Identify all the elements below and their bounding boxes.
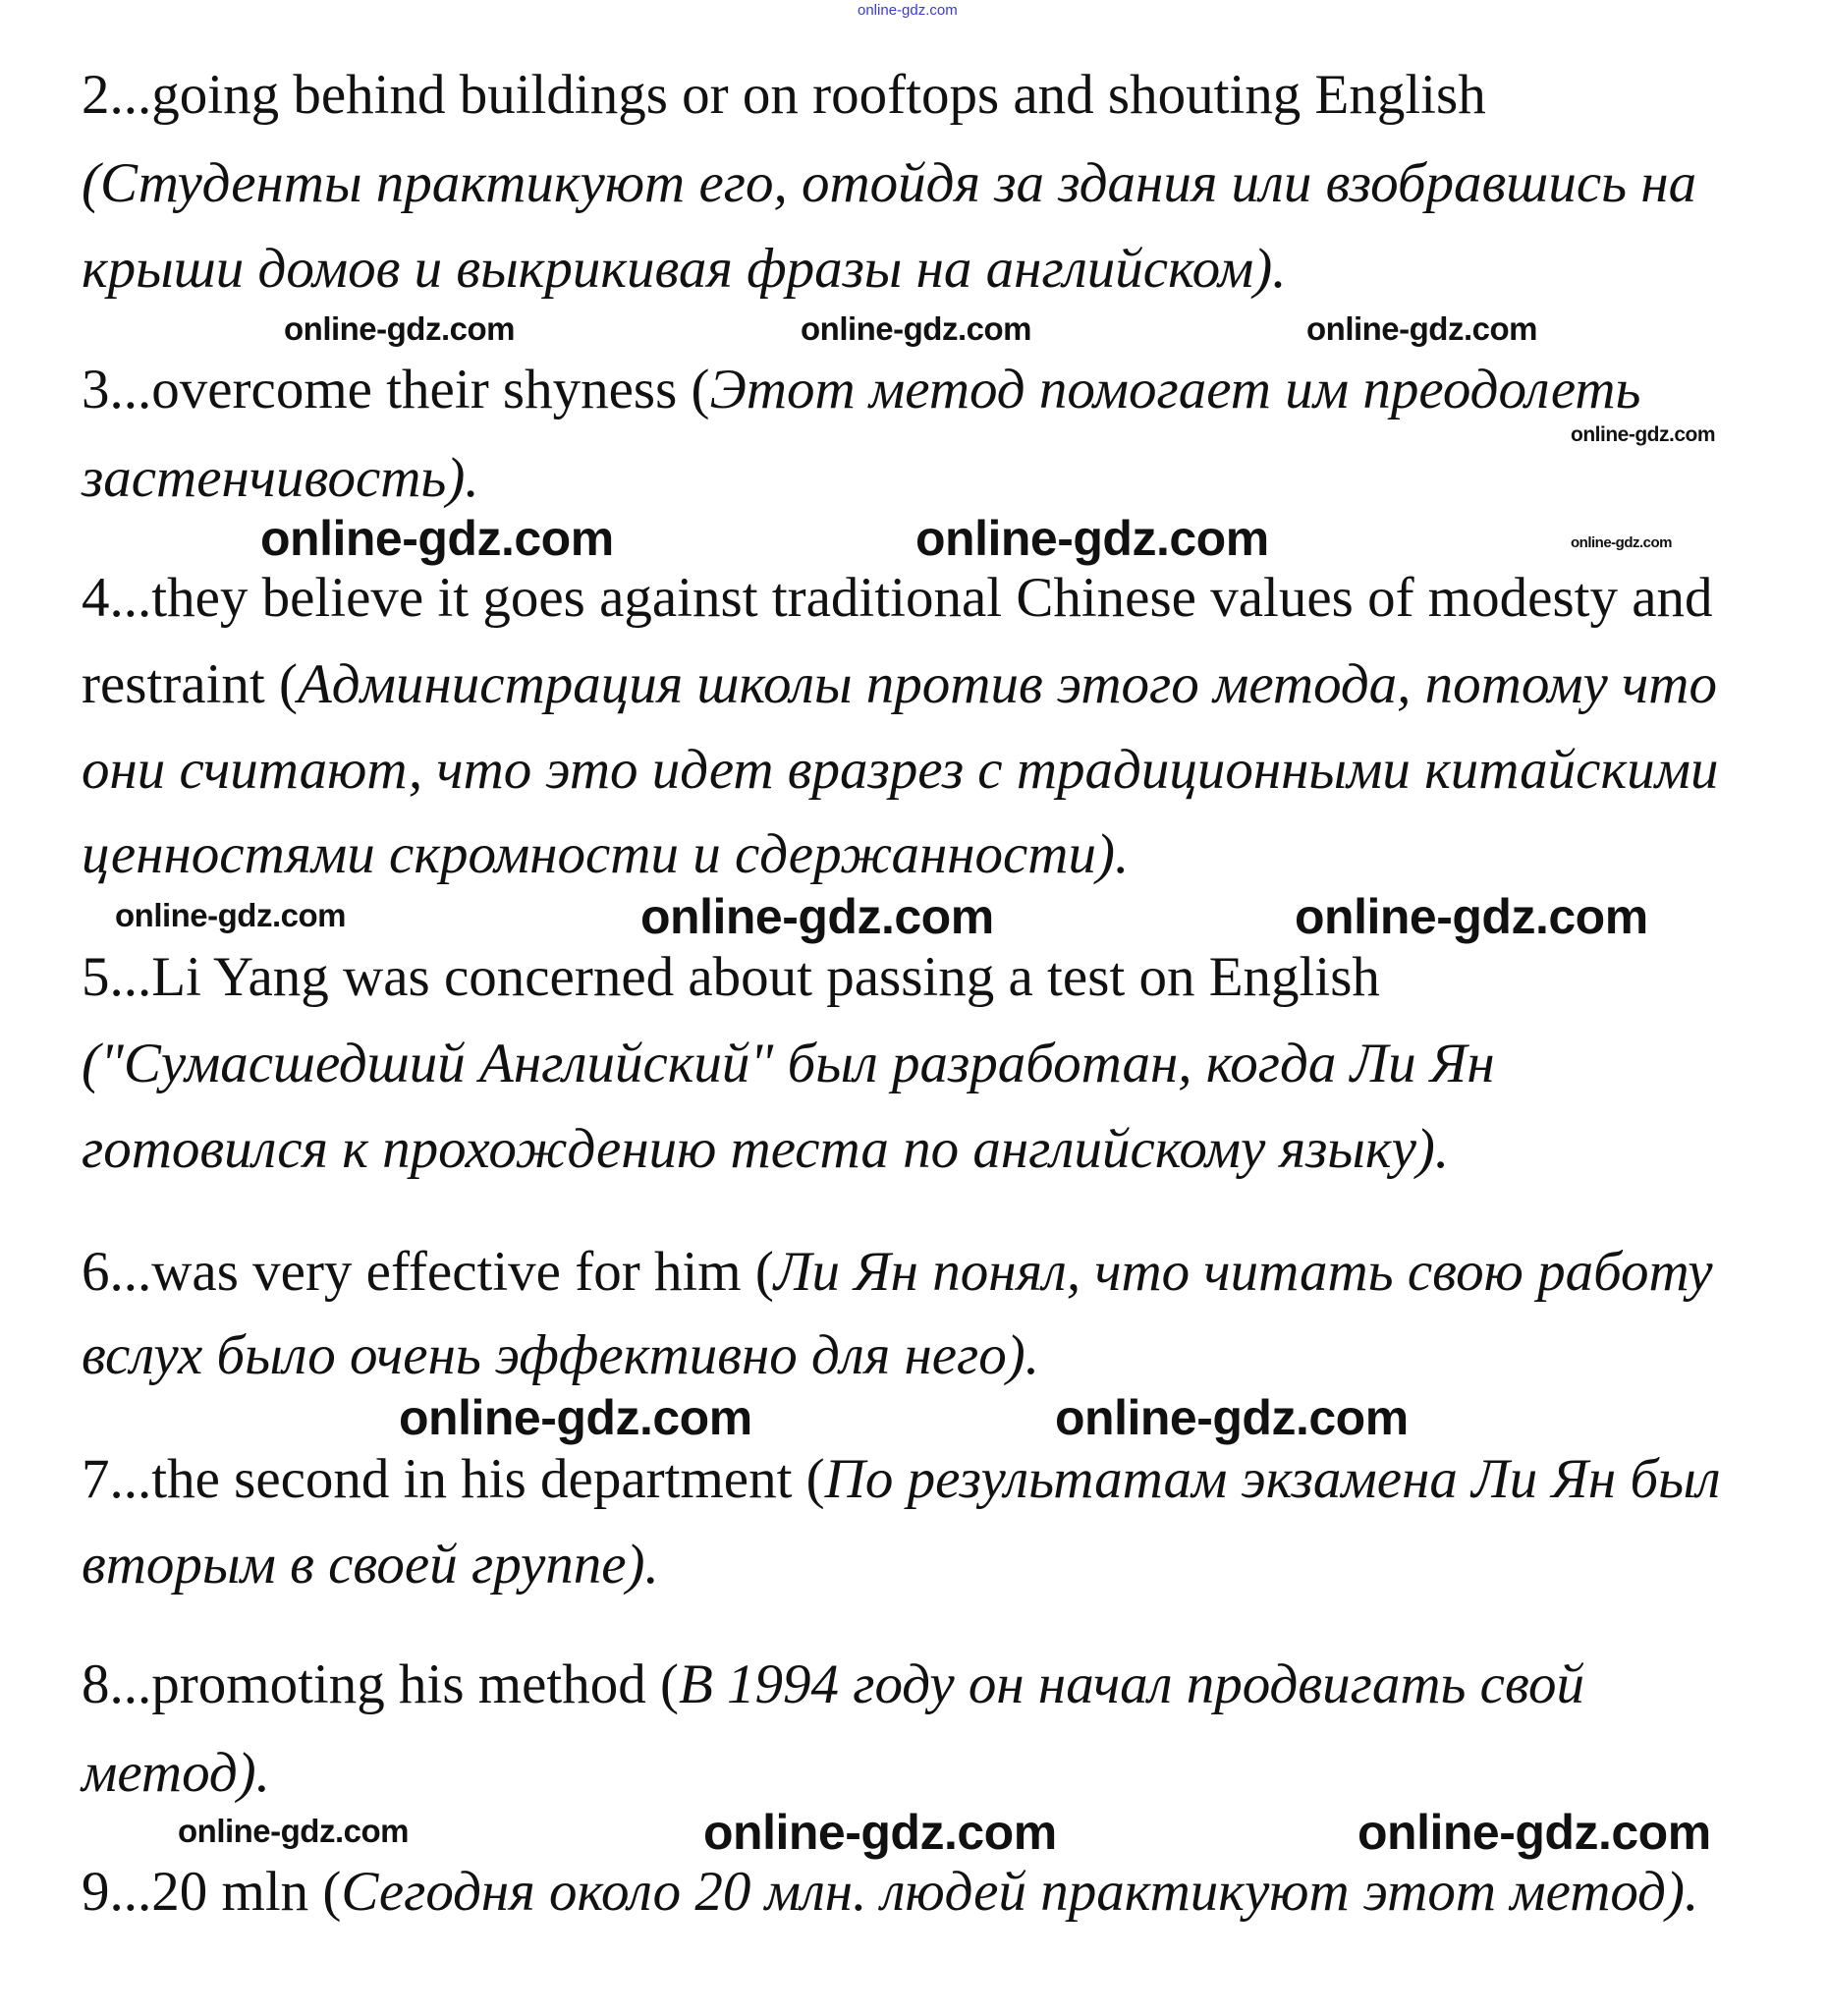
answer-4-line-2 xyxy=(82,653,1717,715)
translation-text: ценностями скромности и сдержанности). xyxy=(82,823,1130,885)
watermark: online-gdz.com xyxy=(703,1805,1057,1860)
answer-4-line-4 xyxy=(82,823,1130,885)
answer-text: 3...overcome their shyness ( xyxy=(82,359,710,420)
translation-text: вторым в своей группе). xyxy=(82,1534,659,1596)
watermark: online-gdz.com xyxy=(178,1813,409,1849)
answer-text: 7...the second in his department ( xyxy=(82,1448,825,1510)
translation-text: Администрация школы против этого метода, потому что xyxy=(297,653,1717,715)
watermark: online-gdz.com xyxy=(801,310,1031,347)
watermark: online-gdz.com xyxy=(1571,534,1672,551)
answer-3-line-2 xyxy=(82,447,479,509)
answer-4-line-1: 4...they believe it goes against traditional Chinese values of modesty and xyxy=(82,567,1713,629)
watermark: online-gdz.com xyxy=(115,897,346,933)
translation-text: По результатам экзамена Ли Ян был xyxy=(824,1448,1721,1510)
translation-text: Сегодня около 20 млн. людей практикуют этот метод). xyxy=(341,1861,1699,1923)
watermark: online-gdz.com xyxy=(284,310,515,347)
answer-text: 8...promoting his method ( xyxy=(82,1653,679,1715)
header-watermark: online-gdz.com xyxy=(858,2,958,19)
watermark: online-gdz.com xyxy=(1571,423,1715,446)
answer-2-line-2 xyxy=(82,152,1697,214)
answer-2-line-3 xyxy=(82,238,1287,300)
answer-6-line-1 xyxy=(82,1241,1713,1303)
translation-text: ("Сумасшедший Английский" был разработан, когда Ли Ян xyxy=(82,1033,1495,1094)
answer-7-line-1 xyxy=(82,1448,1721,1510)
translation-text: крыши домов и выкрикивая фразы на английском). xyxy=(82,238,1287,300)
watermark: online-gdz.com xyxy=(640,889,994,944)
answer-5-line-3 xyxy=(82,1118,1450,1180)
watermark: online-gdz.com xyxy=(1295,889,1648,944)
answer-5-line-2 xyxy=(82,1033,1495,1094)
watermark: online-gdz.com xyxy=(1357,1805,1711,1860)
watermark: online-gdz.com xyxy=(399,1390,752,1445)
watermark: online-gdz.com xyxy=(260,511,614,566)
answer-5-line-1: 5...Li Yang was concerned about passing a test on English xyxy=(82,946,1380,1008)
translation-text: Этот метод помогает им преодолеть xyxy=(709,359,1641,420)
translation-text: (Студенты практикуют его, отойдя за здания или взобравшись на xyxy=(82,152,1697,214)
answer-2-line-1: 2...going behind buildings or on rooftops and shouting English xyxy=(82,64,1486,126)
translation-text: застенчивость). xyxy=(82,447,479,509)
translation-text: они считают, что это идет вразрез с традиционными китайскими xyxy=(82,739,1719,801)
answer-9-line-1 xyxy=(82,1861,1699,1923)
translation-text: Ли Ян понял, что читать свою работу xyxy=(773,1241,1713,1303)
translation-text: В 1994 году он начал продвигать свой xyxy=(678,1653,1584,1715)
translation-text: вслух было очень эффективно для него). xyxy=(82,1324,1039,1386)
answer-8-line-2 xyxy=(82,1742,270,1804)
answer-text: restraint ( xyxy=(82,653,298,715)
answer-6-line-2 xyxy=(82,1324,1039,1386)
translation-text: готовился к прохождению теста по английскому языку). xyxy=(82,1118,1450,1180)
answer-3-line-1 xyxy=(82,359,1641,420)
watermark: online-gdz.com xyxy=(1306,310,1537,347)
answer-4-line-3 xyxy=(82,739,1719,801)
watermark: online-gdz.com xyxy=(915,511,1269,566)
answer-text: 6...was very effective for him ( xyxy=(82,1241,774,1303)
translation-text: метод). xyxy=(82,1742,270,1804)
answer-text: 9...20 mln ( xyxy=(82,1861,342,1923)
answer-8-line-1 xyxy=(82,1653,1584,1715)
answer-7-line-2 xyxy=(82,1534,659,1596)
watermark: online-gdz.com xyxy=(1055,1390,1409,1445)
